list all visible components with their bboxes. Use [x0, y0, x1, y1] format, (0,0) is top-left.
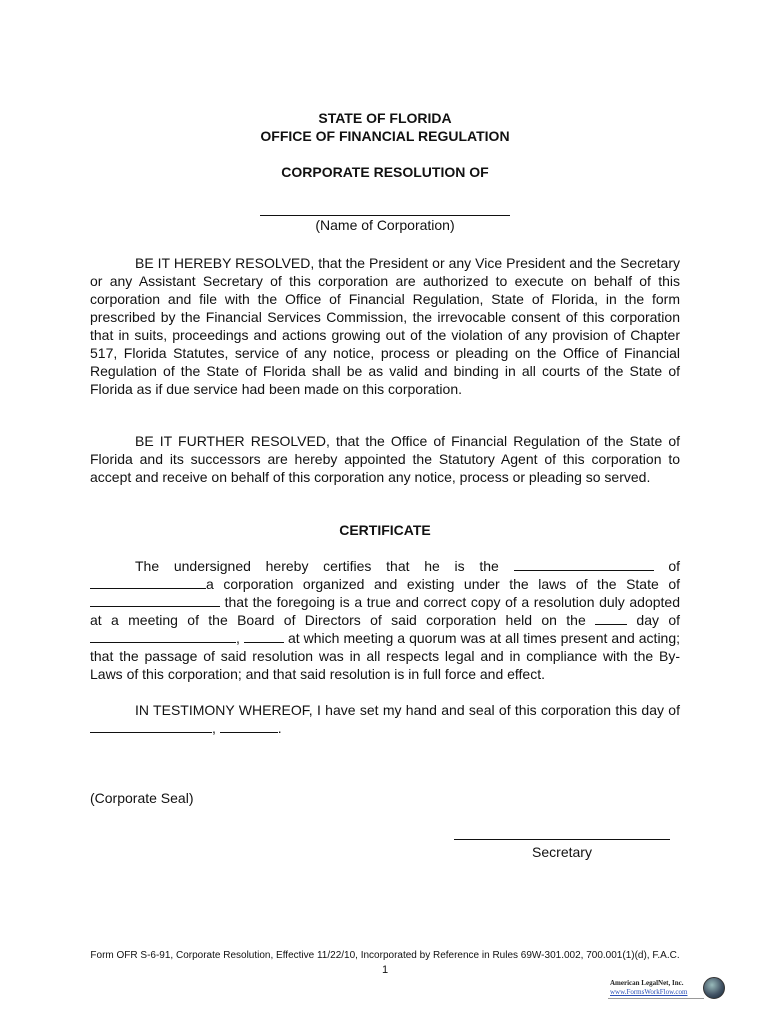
office-heading: OFFICE OF FINANCIAL REGULATION	[260, 128, 510, 144]
testimony-year-blank[interactable]	[220, 719, 278, 733]
cert-text-1: The undersigned hereby certifies that he is the	[135, 558, 499, 574]
cert-text-4: that the foregoing is a true and correct copy of a resolution duly adopted at a meeting of the Board of Directors of said corporation held on the	[90, 594, 681, 628]
secretary-label: Secretary	[532, 844, 592, 860]
resolution-paragraph-2: BE IT FURTHER RESOLVED, that the Office of Financial Regulation of the State of Florida and its successors are hereby appointed the Statutory Agent of this corporation to accept and receive on behalf of this corporation any notice, process or pleading so served.	[90, 433, 680, 485]
corporation-name-line[interactable]	[260, 215, 510, 216]
testimony-day-blank[interactable]	[90, 719, 212, 733]
page-number: 1	[381, 964, 389, 976]
state-blank[interactable]	[90, 593, 220, 607]
cert-text-3: a corporation organized and existing under the laws of the State of	[206, 576, 680, 592]
corporation-blank[interactable]	[90, 575, 206, 589]
month-blank[interactable]	[90, 629, 236, 643]
globe-icon	[703, 977, 725, 999]
resolution-title: CORPORATE RESOLUTION OF	[281, 164, 489, 180]
certificate-text	[90, 557, 680, 683]
cert-text-5: day of	[636, 612, 681, 628]
logo-url-link[interactable]: www.FormsWorkFlow.com	[610, 988, 688, 996]
logo-company-name: American LegalNet, Inc.	[610, 979, 684, 987]
title-blank[interactable]	[514, 557, 654, 571]
corporate-seal-label: (Corporate Seal)	[90, 790, 194, 806]
resolution-paragraph-1: BE IT HEREBY RESOLVED, that the President or any Vice President and the Secretary or any Assistant Secretary of this corporation are authorized to execute on behalf of this corporation and file with the Office of Financial Regulation, State of Florida, in the form prescribed by the Financial Services Commission, the irrevocable consent of this corporation that in suits, proceedings and actions growing out of the violation of any provision of Chapter 517, Florida Statutes, service of any notice, process or pleading on the Office of Financial Regulation of the State of Florida shall be as valid and binding in all courts of the State of Florida as if due service had been made on this corporation.	[90, 255, 680, 397]
day-blank[interactable]	[595, 611, 627, 625]
american-legalnet-logo	[606, 976, 724, 1000]
testimony-text-3: .	[277, 720, 282, 736]
form-footer: Form OFR S-6-91, Corporate Resolution, Effective 11/22/10, Incorporated by Reference in Rules 69W-301.002, 700.001(1)(d), F.A.C.	[90, 950, 680, 961]
logo-divider	[608, 998, 704, 999]
year-blank[interactable]	[244, 629, 284, 643]
corporation-name-label: (Name of Corporation)	[315, 217, 455, 233]
certificate-paragraph	[90, 557, 680, 683]
testimony-text-1: IN TESTIMONY WHEREOF, I have set my hand and seal of this corporation this day of	[135, 702, 680, 718]
cert-text-7: at which meeting a quorum was at all times present and acting; that the passage of said resolution was in all respects legal and in compliance with the By-Laws of this corporation; and that said resolution is in full force and effect.	[90, 630, 681, 682]
certificate-heading: CERTIFICATE	[339, 522, 431, 538]
secretary-signature-line[interactable]	[454, 839, 670, 840]
cert-text-2: of	[668, 558, 681, 574]
testimony-paragraph	[90, 701, 680, 737]
testimony-text-2: ,	[212, 720, 216, 736]
state-heading: STATE OF FLORIDA	[318, 110, 452, 126]
cert-text-6: ,	[236, 630, 240, 646]
